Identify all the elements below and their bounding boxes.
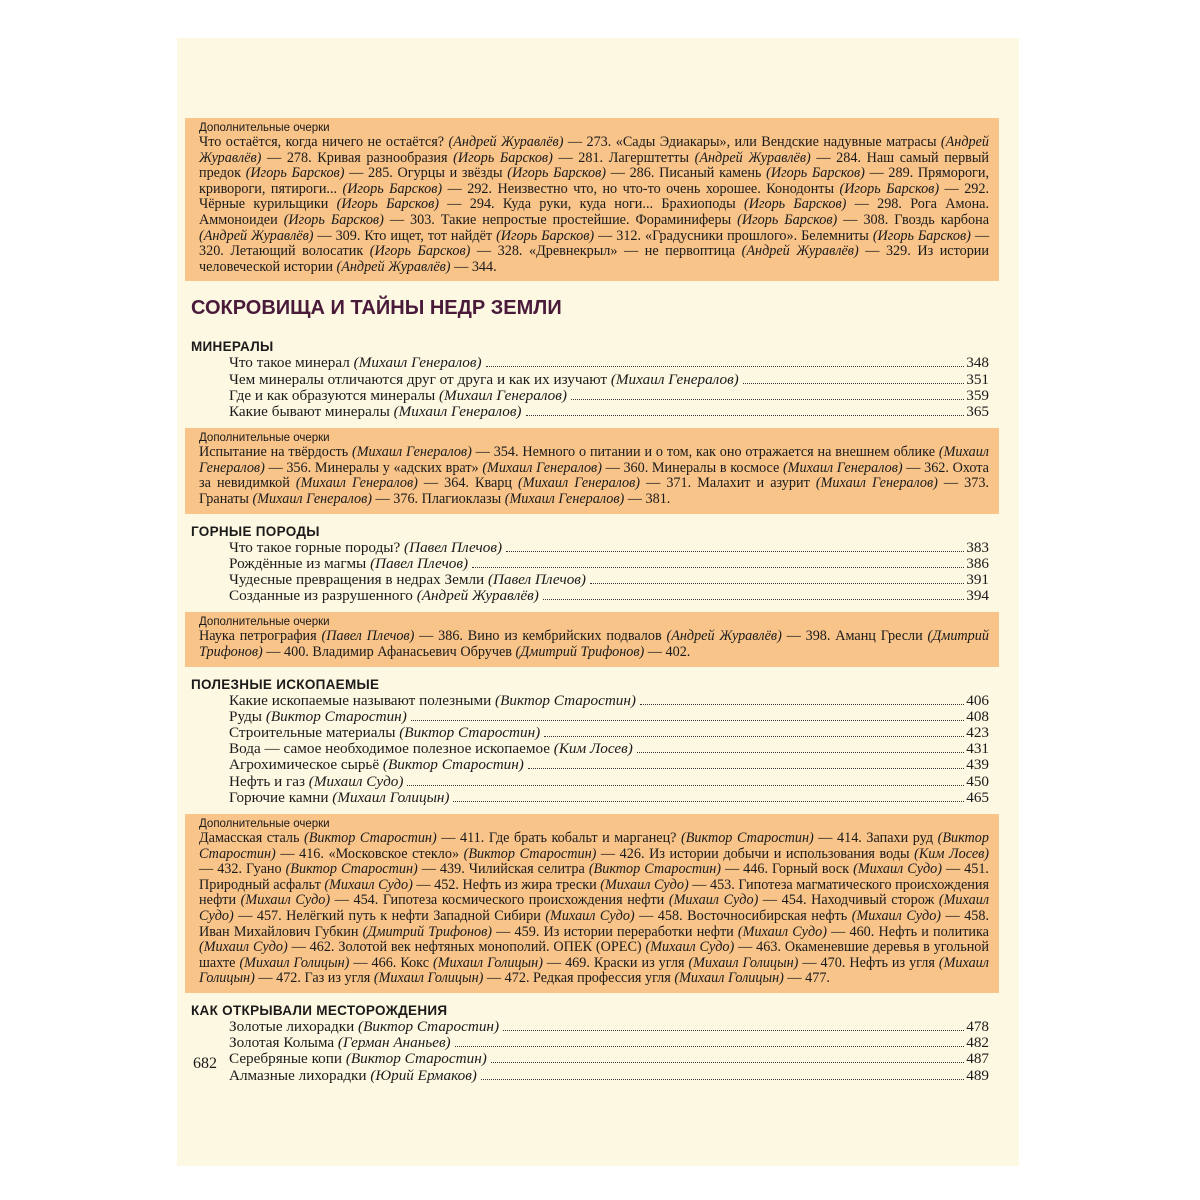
additional-essays-box: [185, 428, 999, 513]
essay-text: — 472. Редкая профессия угля: [483, 970, 675, 987]
essay-text: — 454. Гипотеза космического происхождения нефти: [330, 892, 669, 909]
entry-title: [229, 741, 633, 757]
essay-author: (Андрей Журавлёв): [199, 134, 989, 166]
essay-text: — 446. Горный воск: [720, 861, 854, 878]
entry-text: Нефть и газ: [229, 772, 309, 790]
entry-page: 386: [966, 554, 989, 572]
entry-title: [229, 757, 524, 773]
entries-list: [191, 693, 999, 806]
essay-author: (Ким Лосев): [914, 845, 990, 862]
entry-title: [229, 1035, 451, 1051]
entry-page: 365: [966, 402, 989, 420]
essay-author: (Михаил Голицын): [239, 954, 350, 971]
toc-entry: [229, 725, 989, 741]
dot-leader: [481, 1079, 964, 1080]
dot-leader: [526, 415, 965, 416]
essay-text: Испытание на твёрдость: [199, 444, 353, 461]
essay-author: (Павел Плечов): [321, 628, 415, 645]
essay-text: Наука петрография: [199, 628, 322, 645]
entry-page: 439: [966, 756, 989, 774]
essay-author: (Михаил Голицын): [688, 954, 799, 971]
essay-author: (Михаил Судо): [737, 923, 827, 940]
entry-page: 391: [966, 570, 989, 588]
essay-text: — 328. «Древнекрыл» — не первоптица: [470, 243, 742, 260]
essay-author: (Михаил Судо): [240, 892, 331, 909]
entry-author: (Юрий Ермаков): [370, 1066, 477, 1084]
toc-entry: [229, 404, 989, 420]
entry-title: [229, 725, 540, 741]
essay-text: — 292. Неизвестно что, но что-то очень хорошее. Конодонты: [442, 180, 840, 197]
essay-author: (Михаил Судо): [199, 939, 288, 956]
essay-text: — 459. Из истории переработки нефти: [491, 923, 738, 940]
essay-text: — 344.: [450, 258, 497, 275]
essay-text: — 457. Нелёгкий путь к нефти Западной Сибири: [233, 907, 546, 924]
entry-text: Алмазные лихорадки: [229, 1066, 371, 1084]
entry-title: [229, 588, 539, 604]
essay-author: (Михаил Генералов): [518, 475, 641, 492]
essay-text: — 416. «Московское стекло»: [275, 845, 464, 862]
essay-author: (Михаил Судо): [645, 939, 735, 956]
dot-leader: [571, 399, 964, 400]
essay-author: (Михаил Судо): [668, 892, 759, 909]
entry-title: [229, 790, 449, 806]
entry-title: [229, 404, 522, 420]
entry-title: [229, 693, 636, 709]
section-resources: [191, 677, 999, 806]
dot-leader: [503, 1030, 964, 1031]
essay-text: — 454. Находчивый сторож: [758, 892, 939, 909]
dot-leader: [411, 720, 964, 721]
entries-list: [191, 355, 999, 420]
essay-text: — 451. Природный асфальт: [199, 861, 989, 893]
toc-entry: [229, 388, 989, 404]
essay-text: — 329. Из истории человеческой истории: [199, 243, 989, 275]
essay-author: (Михаил Голицын): [199, 954, 989, 987]
entry-text: Рождённые из магмы: [229, 554, 371, 572]
essay-author: (Михаил Генералов): [199, 444, 989, 476]
essay-author: (Виктор Старостин): [588, 861, 721, 878]
box-body: [199, 445, 989, 507]
essay-author: (Михаил Голицын): [674, 970, 784, 987]
dot-leader: [486, 366, 965, 367]
essay-text: — 356. Минералы у «адских врат»: [264, 459, 483, 476]
essay-author: (Михаил Судо): [851, 907, 942, 924]
entry-title: [229, 388, 567, 404]
essay-text: Что остаётся, когда ничего не остаётся?: [199, 134, 449, 150]
entry-title: [229, 556, 468, 572]
dot-leader: [743, 383, 964, 384]
entry-text: Созданные из разрушенного: [229, 587, 417, 605]
section-minerals: [191, 339, 999, 420]
essay-text: — 470. Нефть из угля: [798, 954, 939, 971]
essay-text: — 439. Чилийская селитра: [417, 861, 589, 878]
box-title: Дополнительные очерки: [199, 817, 330, 830]
essay-author: (Игорь Барсков): [839, 180, 940, 197]
essay-author: (Игорь Барсков): [453, 149, 553, 166]
entry-author: (Михаил Генералов): [438, 386, 567, 404]
entry-text: Вода — самое необходимое полезное ископаемое: [229, 740, 554, 758]
dot-leader: [543, 599, 964, 600]
essay-text: — 469. Краски из угля: [542, 954, 689, 971]
dot-leader: [590, 583, 964, 584]
entry-author: (Михаил Генералов): [610, 370, 739, 388]
additional-essays-box: [185, 118, 999, 281]
essay-text: — 362. Охота за невидимкой: [199, 459, 989, 492]
essay-text: — 281. Лагерштетты: [552, 149, 695, 166]
entry-author: (Виктор Старостин): [382, 756, 524, 774]
essay-text: — 308. Гвоздь карбона: [837, 211, 989, 228]
essay-text: — 284. Наш самый первый предок: [199, 149, 989, 182]
entry-author: (Виктор Старостин): [265, 707, 407, 725]
essay-text: — 462. Золотой век нефтяных монополий. ОПЕК (OPEC): [287, 939, 646, 956]
entry-text: Какие ископаемые называют полезными: [229, 691, 496, 709]
essay-text: — 303. Такие непростые простейшие. Фораминиферы: [383, 211, 738, 228]
entry-page: 431: [966, 740, 989, 758]
entry-page: 450: [966, 772, 989, 790]
entry-author: (Андрей Журавлёв): [416, 587, 539, 605]
essay-author: (Виктор Старостин): [304, 829, 437, 846]
essay-author: (Игорь Барсков): [369, 243, 471, 260]
essay-text: — 312. «Градусники прошлого». Белемниты: [594, 227, 873, 244]
essay-text: — 381.: [624, 490, 671, 507]
essay-author: (Игорь Барсков): [743, 196, 847, 213]
essay-text: — 414. Запахи руд: [813, 829, 938, 846]
essay-text: — 432. Гуано: [199, 861, 286, 878]
entry-page: 408: [966, 707, 989, 725]
dot-leader: [453, 801, 964, 802]
toc-entry: [229, 355, 989, 371]
entry-title: [229, 1019, 499, 1035]
toc-entry: [229, 556, 989, 572]
essay-author: (Михаил Голицын): [433, 954, 543, 971]
essay-text: — 285. Огурцы и звёзды: [344, 165, 508, 182]
entry-page: 487: [966, 1050, 989, 1068]
dot-leader: [407, 785, 964, 786]
toc-entry: [229, 1051, 989, 1067]
section-title: КАК ОТКРЫВАЛИ МЕСТОРОЖДЕНИЯ: [191, 1002, 448, 1018]
toc-entry: [229, 709, 989, 725]
section-title: МИНЕРАЛЫ: [191, 339, 274, 355]
essay-author: (Дмитрий Трифонов): [199, 628, 989, 660]
additional-essays-box: [185, 814, 999, 993]
essay-text: — 360. Минералы в космосе: [601, 459, 783, 476]
essay-text: — 477.: [783, 970, 830, 987]
essay-author: (Михаил Генералов): [815, 475, 938, 492]
box-body: [199, 629, 989, 660]
essay-author: (Игорь Барсков): [283, 211, 384, 228]
toc-entry: [229, 790, 989, 806]
entry-author: (Герман Ананьев): [337, 1034, 451, 1052]
dot-leader: [528, 768, 964, 769]
essay-text: — 376. Плагиоклазы: [371, 490, 505, 507]
essay-author: (Андрей Журавлёв): [199, 227, 314, 244]
essay-author: (Андрей Журавлёв): [336, 258, 451, 275]
entry-text: Горючие камни: [229, 788, 333, 806]
essay-author: (Михаил Судо): [199, 892, 990, 924]
entry-author: (Павел Плечов): [404, 538, 503, 556]
essay-text: — 292. Чёрные курильщики: [199, 180, 990, 213]
essay-text: — 354. Немного о питании и о том, как оно отражается на внешнем облике: [471, 444, 939, 461]
entry-text: Агрохимическое сырьё: [229, 756, 383, 774]
essay-author: (Михаил Судо): [853, 861, 942, 878]
essay-author: (Андрей Журавлёв): [694, 149, 811, 166]
entry-title: [229, 355, 482, 371]
entry-author: (Виктор Старостин): [495, 691, 636, 709]
toc-entry: [229, 1068, 989, 1084]
section-title: ПОЛЕЗНЫЕ ИСКОПАЕМЫЕ: [191, 676, 380, 692]
toc-entry: [229, 1019, 989, 1035]
essay-text: — 398. Аманц Гресли: [781, 628, 928, 645]
essay-author: (Андрей Журавлёв): [741, 243, 859, 260]
essay-author: (Игорь Барсков): [245, 165, 345, 182]
essay-author: (Михаил Генералов): [504, 490, 625, 507]
page-number: 682: [193, 1055, 217, 1072]
essay-text: — 402.: [644, 643, 691, 660]
entry-author: (Ким Лосев): [553, 740, 633, 758]
toc-entry: [229, 757, 989, 773]
essay-text: — 458. Иван Михайлович Губкин: [199, 907, 990, 940]
essay-text: — 472. Газ из угля: [254, 970, 374, 987]
essay-text: — 294. Куда руки, куда ноги... Брахиоподы: [439, 196, 744, 213]
entry-title: [229, 1068, 477, 1084]
entry-text: Что такое минерал: [229, 354, 354, 372]
essay-text: — 400. Владимир Афанасьевич Обручев: [262, 643, 516, 660]
entry-title: [229, 774, 403, 790]
essay-author: (Михаил Судо): [324, 876, 413, 893]
entry-author: (Виктор Старостин): [358, 1017, 500, 1035]
entry-text: Руды: [229, 707, 266, 725]
essay-author: (Андрей Журавлёв): [666, 628, 782, 645]
box-title: Дополнительные очерки: [199, 616, 330, 629]
box-title: Дополнительные очерки: [199, 122, 330, 134]
entry-page: 478: [966, 1017, 989, 1035]
entry-text: Чем минералы отличаются друг от друга и как их изучают: [229, 370, 611, 388]
entry-text: Золотые лихорадки: [229, 1017, 359, 1035]
dot-leader: [491, 1062, 964, 1063]
entry-author: (Виктор Старостин): [399, 723, 541, 741]
entry-author: (Павел Плечов): [487, 570, 586, 588]
toc-entry: [229, 540, 989, 556]
dot-leader: [472, 567, 964, 568]
entry-title: [229, 372, 739, 388]
box-body: [199, 831, 989, 987]
essay-author: (Игорь Барсков): [342, 180, 443, 197]
essay-text: — 460. Нефть и политика: [826, 923, 989, 940]
essay-text: — 371. Малахит и азурит: [640, 475, 816, 492]
essay-text: — 298. Рога Амона. Аммоноидеи: [199, 196, 990, 228]
essay-text: — 453. Гипотеза магматического происхождения нефти: [199, 876, 989, 909]
dot-leader: [544, 736, 964, 737]
essay-text: — 320. Летающий волосатик: [199, 227, 990, 260]
essay-text: — 458. Восточносибирская нефть: [634, 907, 852, 924]
essay-author: (Дмитрий Трифонов): [362, 923, 492, 940]
entry-title: [229, 1051, 487, 1067]
entry-page: 348: [966, 354, 989, 372]
essay-text: — 426. Из истории добычи и использования воды: [596, 845, 915, 862]
toc-entry: [229, 372, 989, 388]
entry-page: 465: [966, 788, 989, 806]
essay-author: (Игорь Барсков): [336, 196, 440, 213]
entries-list: [191, 540, 999, 605]
entry-page: 482: [966, 1034, 989, 1052]
essay-author: (Михаил Голицын): [373, 970, 484, 987]
essay-text: — 286. Писаный камень: [606, 165, 767, 182]
essay-author: (Игорь Барсков): [737, 211, 838, 228]
essay-author: (Михаил Судо): [545, 907, 635, 924]
entry-author: (Павел Плечов): [370, 554, 469, 572]
dot-leader: [506, 551, 964, 552]
essay-author: (Михаил Судо): [600, 876, 689, 893]
essay-text: — 273. «Сады Эдиакары», или Вендские надувные матрасы: [563, 134, 941, 150]
toc-entry: [229, 741, 989, 757]
essay-author: (Игорь Барсков): [507, 165, 607, 182]
essay-text: Дамасская сталь: [199, 829, 304, 846]
book-page: [177, 38, 1019, 1166]
essay-text: — 278. Кривая разнообразия: [261, 149, 454, 166]
essay-author: (Игорь Барсков): [872, 227, 971, 244]
essay-text: — 289. Прямороги, кривороги, пятироги...: [199, 165, 990, 197]
dot-leader: [455, 1046, 965, 1047]
entry-text: Серебряные копи: [229, 1050, 346, 1068]
essay-author: (Михаил Генералов): [352, 444, 472, 461]
essay-author: (Андрей Журавлёв): [448, 134, 564, 150]
essay-text: — 452. Нефть из жира трески: [412, 876, 601, 893]
entry-page: 489: [966, 1066, 989, 1084]
essay-author: (Виктор Старостин): [463, 845, 597, 862]
toc-entry: [229, 572, 989, 588]
entries-list: [191, 1019, 999, 1084]
essay-author: (Михаил Генералов): [482, 459, 602, 476]
essay-author: (Дмитрий Трифонов): [515, 643, 645, 660]
essay-author: (Виктор Старостин): [681, 829, 814, 846]
entry-page: 359: [966, 386, 989, 404]
additional-essays-box: [185, 612, 999, 666]
toc-entry: [229, 693, 989, 709]
essay-author: (Михаил Генералов): [295, 475, 418, 492]
essay-text: — 386. Вино из кембрийских подвалов: [414, 628, 667, 645]
entry-author: (Михаил Генералов): [353, 354, 482, 372]
entry-text: Где и как образуются минералы: [229, 386, 439, 404]
essay-text: — 309. Кто ищет, тот найдёт: [313, 227, 497, 244]
essay-author: (Михаил Генералов): [782, 459, 903, 476]
box-body: [199, 135, 989, 275]
part-title: СОКРОВИЩА И ТАЙНЫ НЕДР ЗЕМЛИ: [191, 297, 562, 320]
essay-text: — 373. Гранаты: [199, 475, 989, 507]
entry-text: Что такое горные породы?: [229, 538, 405, 556]
dot-leader: [637, 752, 964, 753]
toc-entry: [229, 1035, 989, 1051]
section-rocks: [191, 524, 999, 605]
entry-title: [229, 709, 407, 725]
entry-author: (Михаил Голицын): [332, 788, 450, 806]
essay-text: — 364. Кварц: [417, 475, 519, 492]
section-deposits: [191, 1003, 999, 1084]
entry-text: Строительные материалы: [229, 723, 400, 741]
entry-author: (Михаил Судо): [308, 772, 404, 790]
box-title: Дополнительные очерки: [199, 432, 330, 445]
dot-leader: [640, 704, 964, 705]
toc-entry: [229, 588, 989, 604]
essay-text: — 463. Окаменевшие деревья в угольной шахте: [199, 939, 989, 971]
toc-content: [185, 118, 999, 1084]
entry-text: Золотая Колыма: [229, 1034, 338, 1052]
entry-page: 351: [966, 370, 989, 388]
essay-author: (Игорь Барсков): [496, 227, 595, 244]
essay-author: (Михаил Генералов): [252, 490, 372, 507]
entry-text: Чудесные превращения в недрах Земли: [229, 570, 488, 588]
entry-text: Какие бывают минералы: [229, 402, 394, 420]
entry-title: [229, 540, 502, 556]
essay-author: (Игорь Барсков): [766, 165, 865, 182]
entry-title: [229, 572, 586, 588]
section-title: ГОРНЫЕ ПОРОДЫ: [191, 523, 320, 539]
essay-author: (Виктор Старостин): [199, 829, 989, 862]
essay-text: — 466. Кокс: [349, 954, 433, 971]
entry-author: (Михаил Генералов): [393, 402, 522, 420]
entry-author: (Виктор Старостин): [345, 1050, 487, 1068]
toc-entry: [229, 774, 989, 790]
entry-page: 383: [966, 538, 989, 556]
essay-text: — 411. Где брать кобальт и марганец?: [436, 829, 682, 846]
essay-author: (Виктор Старостин): [285, 861, 418, 878]
entry-page: 394: [966, 587, 989, 605]
entry-page: 423: [966, 723, 989, 741]
entry-page: 406: [966, 691, 989, 709]
